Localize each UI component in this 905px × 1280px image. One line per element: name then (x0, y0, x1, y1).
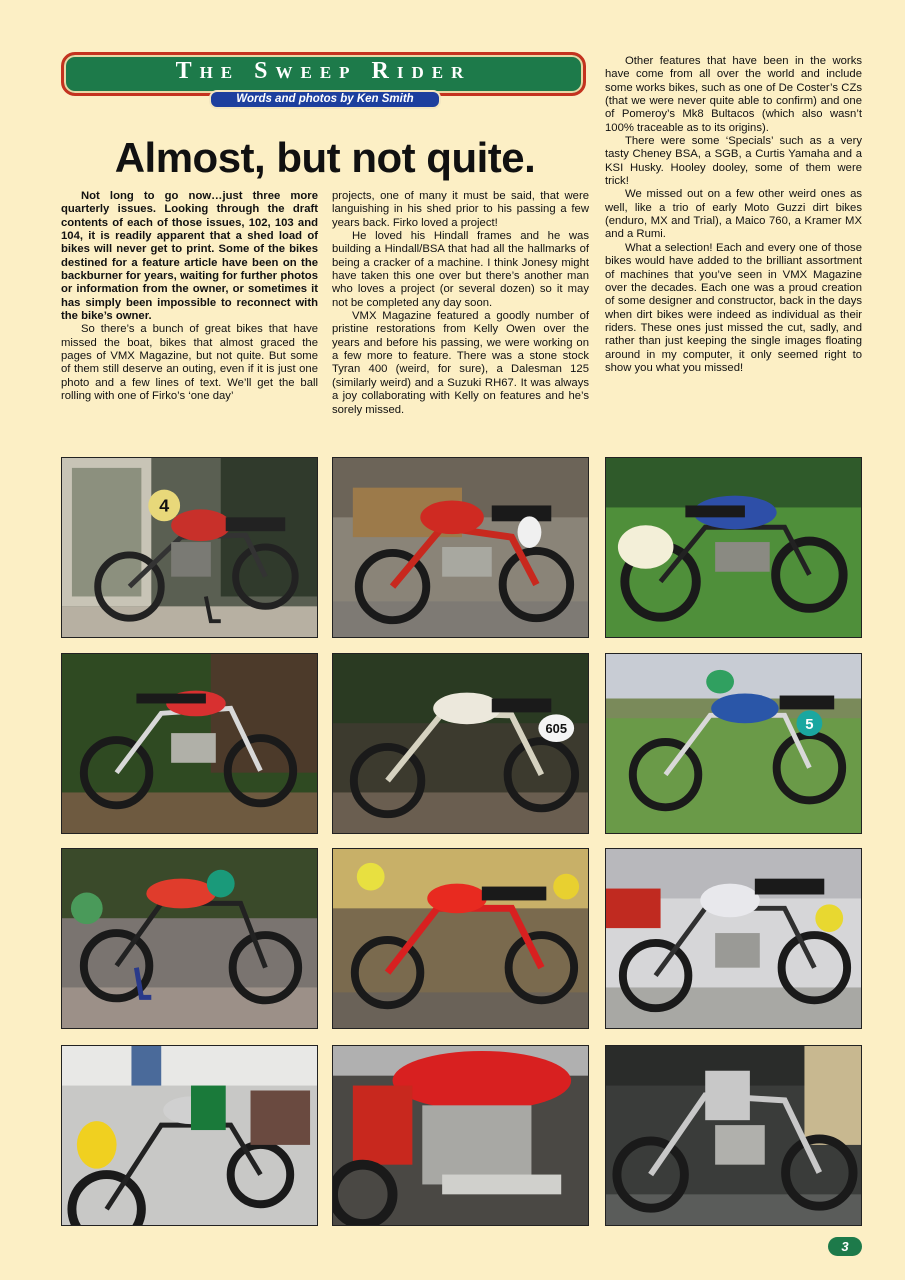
motorcycle-photo-6 (605, 653, 862, 834)
motorcycle-photo-10 (61, 1045, 318, 1226)
article-column-1 (61, 190, 318, 404)
article-column-2 (332, 190, 589, 417)
race-number: 4 (159, 495, 170, 516)
paragraph: There were some ‘Specials’ such as a very tasty Cheney BSA, a SGB, a Curtis Yamaha and a KSI Husky. Hooley dooley, some of them were trick! (605, 135, 862, 188)
paragraph: What a selection! Each and every one of those bikes would have added to the brilliant assortment of machines that you’ve seen in VMX Magazine over the decades. Each one was a proud creation of some designer and constructor, back in the days when dirt bikes were indeed as individual as their riders. These ones just missed the cut, sadly, and rather than just keeping the single images floating around in my computer, it only seemed right to show you what you missed! (605, 241, 862, 374)
motorcycle-photo-11 (332, 1045, 589, 1226)
motorcycle-photo-2 (332, 457, 589, 638)
article-column-3 (605, 55, 862, 375)
race-number: 5 (805, 717, 814, 734)
paragraph: Other features that have been in the works have come from all over the world and include some works bikes, such as one of De Coster’s CZs (that we were never quite able to confirm) and one of Pomeroy’s Mk8 Bultacos (which also wasn’t 100% traceable as to its origins). (605, 55, 862, 134)
motorcycle-photo-3 (605, 457, 862, 638)
motorcycle-photo-4 (61, 653, 318, 834)
page-headline: Almost, but not quite. (114, 134, 536, 181)
motorcycle-photo-1 (61, 457, 318, 638)
motorcycle-photo-5 (332, 653, 589, 834)
race-number: 605 (545, 721, 568, 737)
paragraph: We missed out on a few other weird ones as well, like a trio of early Moto Guzzi dirt bikes (enduro, MX and Trial), a Maico 760, a Kramer MX and a Rumi. (605, 188, 862, 241)
motorcycle-photo-7 (61, 848, 318, 1029)
motorcycle-photo-9 (605, 848, 862, 1029)
page-number: 3 (828, 1237, 862, 1256)
paragraph: VMX Magazine featured a goodly number of pristine restorations from Kelly Owen over the years and before his passing, we were working on a few more to feature. There was a stone stock Tyran 400 (weird, for sure), a Dalesman 125 (similarly weird) and a Suzuki RH67. It was always a joy collaborating with Kelly on features and he’s sorely missed. (332, 310, 589, 416)
section-title: The Sweep Rider (175, 57, 472, 84)
byline: Words and photos by Ken Smith (209, 90, 441, 109)
paragraph: So there’s a bunch of great bikes that have missed the boat, bikes that almost graced the pages of VMX Magazine, but not quite. But some of them still deserve an outing, even if it is just one photo and a few lines of text. We’ll get the ball rolling with one of Firko’s ‘one day’ (61, 323, 318, 403)
paragraph: He loved his Hindall frames and he was building a Hindall/BSA that had all the hallmarks of being a cracker of a machine. I think Jonesy might have taken this one over but there’s another man who loves a project (or several dozen) so it may not be completed any day soon. (332, 230, 589, 309)
lead-paragraph: Not long to go now…just three more quarterly issues. Looking through the draft contents of each of those issues, 102, 103 and 104, it is readily apparent that a shed load of bikes will never get to print. Some of the bikes destined for a feature article have been on the backburner for years, waiting for further photos or information from the owner, or sometimes it has simply been impossible to reconnect with the bike’s owner. (61, 190, 318, 323)
motorcycle-photo-12 (605, 1045, 862, 1226)
paragraph: projects, one of many it must be said, that were languishing in his shed prior to his passing a few years back. Firko loved a project! (332, 190, 589, 229)
motorcycle-photo-8 (332, 848, 589, 1029)
